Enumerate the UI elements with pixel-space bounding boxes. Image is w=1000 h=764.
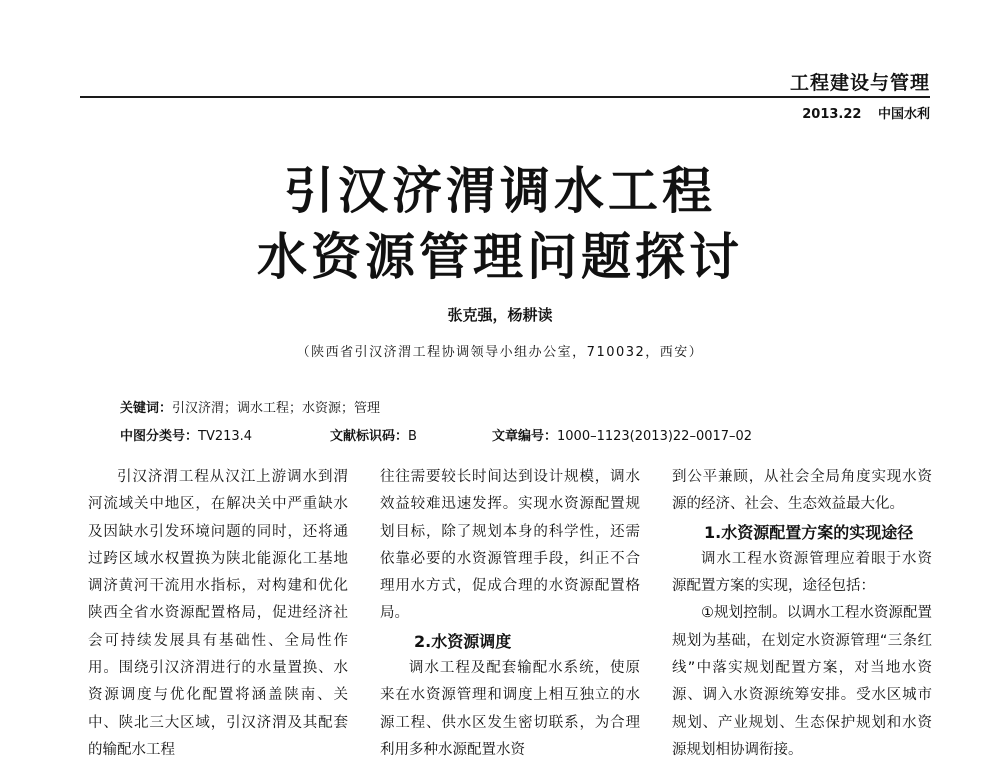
paragraph: 往往需要较长时间达到设计规模，调水效益较难迅速发挥。实现水资源配置规划目标，除了规划本身的科学性，还需依靠必要的水资源管理手段，纠正不合理用水方式，促成合理的水资源配置格局。 xyxy=(380,469,640,622)
clc-value: TV213.4 xyxy=(198,429,253,444)
authors: 张克强，杨耕读 xyxy=(447,306,553,324)
paragraph: 到公平兼顾，从社会全局角度实现水资源的经济、社会、生态效益最大化。 xyxy=(672,469,932,513)
doc-code-value: B xyxy=(408,429,417,444)
journal-name: 中国水利 xyxy=(877,107,930,122)
issue-number: 2013.22 xyxy=(802,107,862,122)
paragraph: ①规划控制。以调水工程水资源配置规划为基础，在划定水资源管理“三条红线”中落实规划配置方案，对当地水资源、调入水资源统筹安排。受水区城市规划、产业规划、生态保护规划和水资源规划相协调衔接。 xyxy=(672,605,932,758)
body-column-2 xyxy=(380,464,640,764)
affiliation: （陕西省引汉济渭工程协调领导小组办公室，710032，西安） xyxy=(296,345,704,360)
doc-code-line xyxy=(330,425,417,444)
paragraph: 引汉济渭工程从汉江上游调水到渭河流域关中地区，在解决关中严重缺水及因缺水引发环境问题的同时，还将通过跨区域水权置换为陕北能源化工基地调济黄河干流用水指标，对构建和优化陕西全省水资源配置格局，促进经济社会可持续发展具有基础性、全局性作用。围绕引汉济渭进行的水量置换、水资源调度与优化配置将涵盖陕南、关中、陕北三大区域，引汉济渭及其配套的输配水工程 xyxy=(88,469,348,758)
header-rule xyxy=(80,96,930,98)
doc-code-label: 文献标识码： xyxy=(330,429,409,444)
paragraph: 调水工程水资源管理应着眼于水资源配置方案的实现，途径包括： xyxy=(672,550,932,595)
paragraph: 调水工程及配套输配水系统，使原来在水资源管理和调度上相互独立的水源工程、供水区发生密切联系，为合理利用多种水源配置水资 xyxy=(380,660,640,758)
keywords-line xyxy=(120,397,380,416)
clc-line xyxy=(120,425,252,444)
article-number-line xyxy=(492,425,752,444)
section-heading: 2.水资源调度 xyxy=(414,631,512,651)
article-title xyxy=(0,158,1000,290)
issue-line xyxy=(790,103,930,122)
journal-section-title: 工程建设与管理 xyxy=(789,72,930,94)
article-number-label: 文章编号： xyxy=(492,429,558,444)
title-line-1: 引汉济渭调水工程 xyxy=(284,162,716,220)
keywords-value: 引汉济渭；调水工程；水资源；管理 xyxy=(172,401,381,416)
article-number-value: 1000–1123(2013)22–0017–02 xyxy=(557,429,753,444)
body-column-3 xyxy=(672,464,932,764)
body-column-1 xyxy=(88,464,348,764)
keywords-label: 关键词： xyxy=(120,401,173,416)
title-line-2: 水资源管理问题探讨 xyxy=(257,228,743,286)
section-heading: 1.水资源配置方案的实现途径 xyxy=(704,522,914,542)
clc-label: 中图分类号： xyxy=(120,429,199,444)
